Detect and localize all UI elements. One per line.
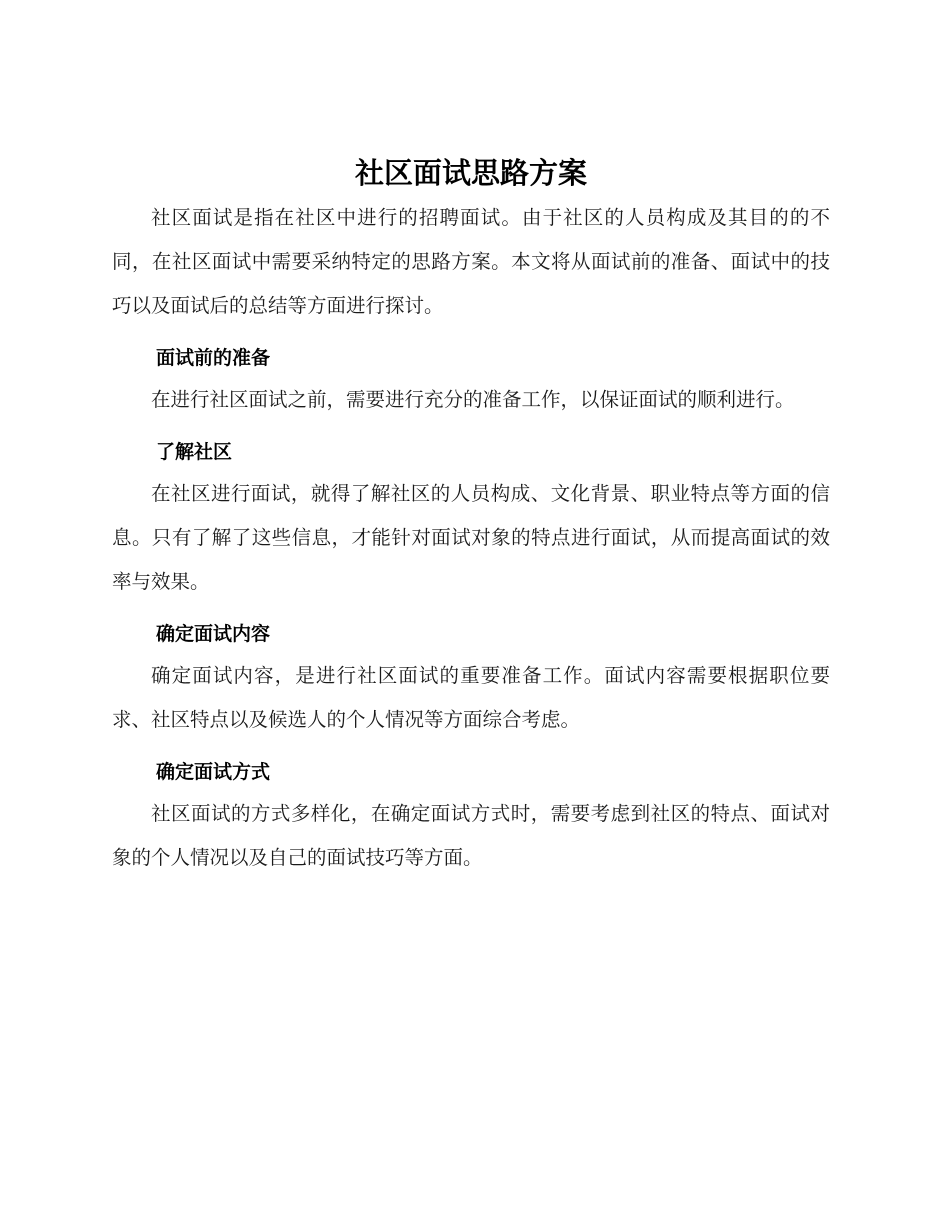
section-heading-interview-content: 确定面试内容 [156,623,271,645]
section-body-preparation: 在进行社区面试之前，需要进行充分的准备工作，以保证面试的顺利进行。 [151,388,795,411]
intro-paragraph: 社区面试是指在社区中进行的招聘面试。由于社区的人员构成及其目的的不同，在社区面试中需要采纳特定的思路方案。本文将从面试前的准备、面试中的技巧以及面试后的总结等方面进行探讨。 [112,206,830,317]
document-title: 社区面试思路方案 [354,156,587,190]
section-body-interview-method: 社区面试的方式多样化，在确定面试方式时，需要考虑到社区的特点、面试对象的个人情况以及自己的面试技巧等方面。 [112,802,830,869]
section-heading-preparation: 面试前的准备 [156,347,271,369]
section-body-interview-content: 确定面试内容，是进行社区面试的重要准备工作。面试内容需要根据职位要求、社区特点以及候选人的个人情况等方面综合考虑。 [112,664,830,731]
document-body [112,150,830,880]
section-heading-interview-method: 确定面试方式 [156,761,271,783]
section-body-understand-community: 在社区进行面试，就得了解社区的人员构成、文化背景、职业特点等方面的信息。只有了解了这些信息，才能针对面试对象的特点进行面试，从而提高面试的效率与效果。 [112,482,830,593]
section-heading-understand-community: 了解社区 [156,441,233,463]
